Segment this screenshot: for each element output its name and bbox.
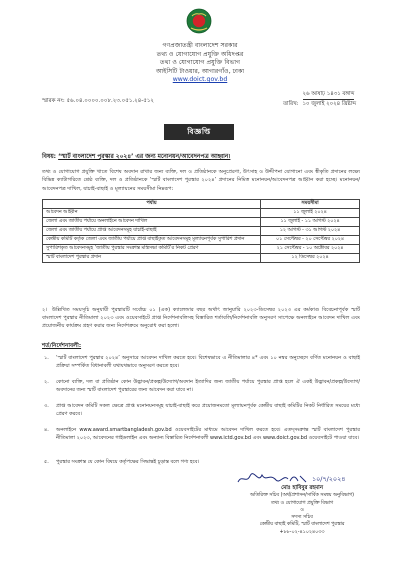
condition-text: ‘স্মার্ট বাংলাদেশ পুরস্কার ২০২৪’ অনুসারে আবেদন দাখিল করতে হবে। বিশেষভাবে এ নীতিমালার ৪* এবং ১০ নম্বর অনুচ্ছেদে বর্ণিত মনোনয়ন ও বাছাই প্রক্রিয়া সম্পর্কিত বিধানাবলী যথাযথভাবে অনুসরণ করতে হবে। — [56, 355, 360, 370]
schedule-stage: আবেদন আহ্বান — [43, 209, 261, 218]
date-english: ১০ জুলাই ২০২৪ খ্রিষ্টাব্দ — [302, 100, 356, 107]
memo-date — [283, 90, 356, 108]
schedule-date: ১২ ডিসেম্বর ২০২৪ — [261, 254, 360, 263]
condition-item — [44, 354, 360, 370]
table-row — [43, 254, 360, 263]
header-line-3: তথ্য ও যোগাযোগ প্রযুক্তি বিভাগ — [159, 59, 241, 67]
condition-text: কোনো ব্যক্তি, দল বা প্রতিষ্ঠান কোন উদ্ভাবন/প্রকল্প/উদ্যোগ/অবদান ইত্যাদির জন্য জাতীয় পর্যায়ে পুরস্কার প্রাপ্ত হলে ঐ একই উদ্ভাবন/প্রকল্প/উদ্যোগ/অবদানের জন্য স্মার্ট বাংলাদেশ পুরস্কারের জন্য আবেদন করা যাবে না। — [56, 379, 360, 394]
header-block — [0, 42, 400, 85]
ref-number: ৫৬.০৪.০০০০.০০৮.২৩.০৫১.২৪-৫১২ — [66, 98, 154, 104]
condition-number: ১. — [44, 355, 49, 361]
subject-line — [42, 152, 362, 162]
header-line-4: আইসিটি টাওয়ার, আগারগাঁও, ঢাকা — [155, 67, 245, 75]
paragraph-2 — [42, 306, 360, 331]
ref-label: স্মারক নং: — [42, 98, 65, 104]
condition-number: ৩. — [44, 403, 49, 409]
condition-number: ৪. — [44, 427, 49, 433]
signer-name: মোঃ হাবিবুর রহমান — [281, 485, 323, 491]
date-bangla: ২৬ আষাঢ় ১৪৩১ বঙ্গাব্দ — [303, 90, 355, 100]
schedule-date: ১২ আগস্ট - ৩১ আগস্ট ২০২৪ — [261, 227, 360, 236]
signer-line: কেন্দ্রীয় বাছাই কমিটি, স্মার্ট বাংলাদেশ পুরস্কার — [259, 522, 345, 528]
paragraph-2-number: ২। — [42, 307, 48, 313]
memo-reference — [42, 98, 154, 106]
condition-text: প্রাপ্ত আবেদন কমিটি সকল ক্ষেত্রে প্রাপ্ত মনোনয়নসমূহ যাচাই-বাছাই করে প্রয়োজনমতো মূল্যায়নপূর্বক কেন্দ্রীয় বাছাই কমিটির নিকট নির্ধারিত সময়ের মধ্যে প্রেরণ করবে। — [56, 403, 360, 418]
subject-text: ‘স্মার্ট বাংলাদেশ পুরস্কার ২০২৪’ এর জন্য মনোনয়ন/আবেদনপত্র আহ্বান। — [58, 154, 231, 160]
subject-label: বিষয়: — [42, 154, 57, 160]
schedule-header-date: সময়সীমা — [261, 200, 360, 209]
schedule-stage: সুপারিশকৃত আবেদনসমূহ ‘জাতীয় পুরস্কার সংক্রান্ত মন্ত্রিসভা কমিটি’র নিকট প্রেরণ — [43, 245, 261, 254]
header-website-link[interactable]: www.doict.gov.bd — [172, 76, 228, 84]
condition-item — [44, 426, 360, 442]
condition-text: পুরস্কার সংক্রান্ত যে কোন বিষয়ে কর্তৃপক্ষের সিদ্ধান্তই চূড়ান্ত বলে গণ্য হবে। — [56, 459, 200, 465]
schedule-stage: জেলা এবং জাতীয় পর্যায়ে অনলাইনে আবেদন দাখিল — [43, 218, 261, 227]
condition-text: অনলাইনে www.award.smartbangladesh.gov.bd ওয়েবসাইটের মাধ্যমে আবেদন দাখিল করতে হবে। এতদ্সংক্রান্ত স্মার্ট বাংলাদেশ পুরস্কার নীতিমালা ২০২৩, আবেদনের গাইডলাইন এবং অন্যান্য বিস্তারিত নির্দেশনাবলী www.ictd.gov.bd এবং www.doict.gov.bd ওয়েবসাইটে পাওয়া যাবে। — [56, 427, 360, 442]
condition-number: ২. — [44, 379, 49, 385]
schedule-header-stage: পর্যায় — [43, 200, 261, 209]
table-row — [43, 236, 360, 245]
schedule-stage: জেলা এবং জাতীয় পর্যায়ে প্রাপ্ত আবেদনসমূহ যাচাই-বাছাই — [43, 227, 261, 236]
header-line-1: গণপ্রজাতন্ত্রী বাংলাদেশ সরকার — [162, 42, 238, 49]
intro-paragraph: তথ্য ও যোগাযোগ প্রযুক্তি খাতে বিশেষ অবদান রাখার জন্য ব্যক্তি, দল ও প্রতিষ্ঠানকে অনুপ্রেরণা, উৎসাহ ও উদ্দীপনা যোগানো এবং স্বীকৃতি প্রদানের লক্ষ্যে বিভিন্ন ক্যাটাগরিতে শ্রেষ্ঠ ব্যক্তি, দল ও প্রতিষ্ঠানকে ‘স্মার্ট বাংলাদেশ পুরস্কার ২০২৪’ প্রদানের নিমিত্ত মনোনয়ন/আবেদনপত্র আহ্বান করা হচ্ছে। মনোনয়ন/আবেদনপত্র দাখিল, যাচাই-বাছাই ও মূল্যায়নের সময়সীমা নিম্নরূপ: — [42, 169, 360, 192]
table-row — [43, 227, 360, 236]
signer-block — [232, 485, 372, 536]
schedule-date: ২১ সেপ্টেম্বর - ১০ অক্টোবর ২০২৪ — [261, 245, 360, 254]
condition-item — [44, 402, 360, 418]
header-line-2: তথ্য ও যোগাযোগ প্রযুক্তি অধিদপ্তর — [156, 50, 244, 58]
handwritten-signature — [228, 470, 368, 486]
schedule-stage: স্মার্ট বাংলাদেশ পুরস্কার প্রদান — [43, 254, 261, 263]
condition-item — [44, 378, 360, 394]
schedule-date: ০১ সেপ্টেম্বর - ২০ সেপ্টেম্বর ২০২৪ — [261, 236, 360, 245]
notice-title-badge: বিজ্ঞপ্তি — [164, 124, 234, 140]
signer-phone: +৮৮-০২-৪১০২৪০৩৩ — [279, 529, 325, 535]
signer-line: অতিরিক্ত সচিব (অর্থ/প্রশাসন/সার্বিক সমন্বয় অনুবিভাগ) — [249, 493, 355, 499]
table-row — [43, 245, 360, 254]
signer-line: তথ্য ও যোগাযোগ প্রযুক্তি বিভাগ — [270, 500, 334, 506]
schedule-date: ১১ জুলাই ২০২৪ — [261, 209, 360, 218]
signer-line: ও — [300, 507, 304, 513]
government-emblem-icon — [186, 8, 212, 34]
signature-date: ১০/৭/২০২৪ — [312, 475, 346, 483]
conditions-title: শর্ত/নির্দেশনাবলী: — [42, 343, 82, 349]
signer-line: সদস্য সচিব — [291, 515, 313, 521]
date-label: তারিখ: — [283, 100, 299, 107]
condition-number: ৫. — [44, 459, 49, 465]
table-row — [43, 218, 360, 227]
paragraph-2-text: উল্লিখিত সময়সূচি অনুযায়ী পুরস্কারটি সর্বোচ্চ ০১ (এক) ক্যালেন্ডার বছর অর্থাৎ জানুয়ারি ২০২৩-ডিসেম্বর ২০২৩ এর কর্মকাণ্ড বিবেচনাপূর্বক স্মার্ট বাংলাদেশ পুরস্কার নীতিমালা ২০২৩ এবং ওয়েবসাইটে প্রাপ্ত নির্দেশনাবলিসহ বিস্তারিত শর্তাবলি/নির্দেশনাবলি অনুসরণ সাপেক্ষে অনলাইনে আবেদন দাখিল এবং প্রয়োজনীয় কার্যক্রম গ্রহণ করার জন্য নির্দেশক্রমে অনুরোধ করা হলো। — [42, 307, 360, 330]
schedule-date: ১১ জুলাই - ১১ আগস্ট ২০২৪ — [261, 218, 360, 227]
schedule-header-row — [43, 200, 360, 209]
schedule-table — [42, 199, 360, 263]
table-row — [43, 209, 360, 218]
condition-item — [44, 458, 360, 466]
schedule-stage: কেন্দ্রীয় কমিটি কর্তৃক জেলা এবং জাতীয় পর্যায়ে প্রাপ্ত বাছাইকৃত আবেদনসমূহ মূল্যায়নপূর্বক সুপারিশ প্রদান — [43, 236, 261, 245]
